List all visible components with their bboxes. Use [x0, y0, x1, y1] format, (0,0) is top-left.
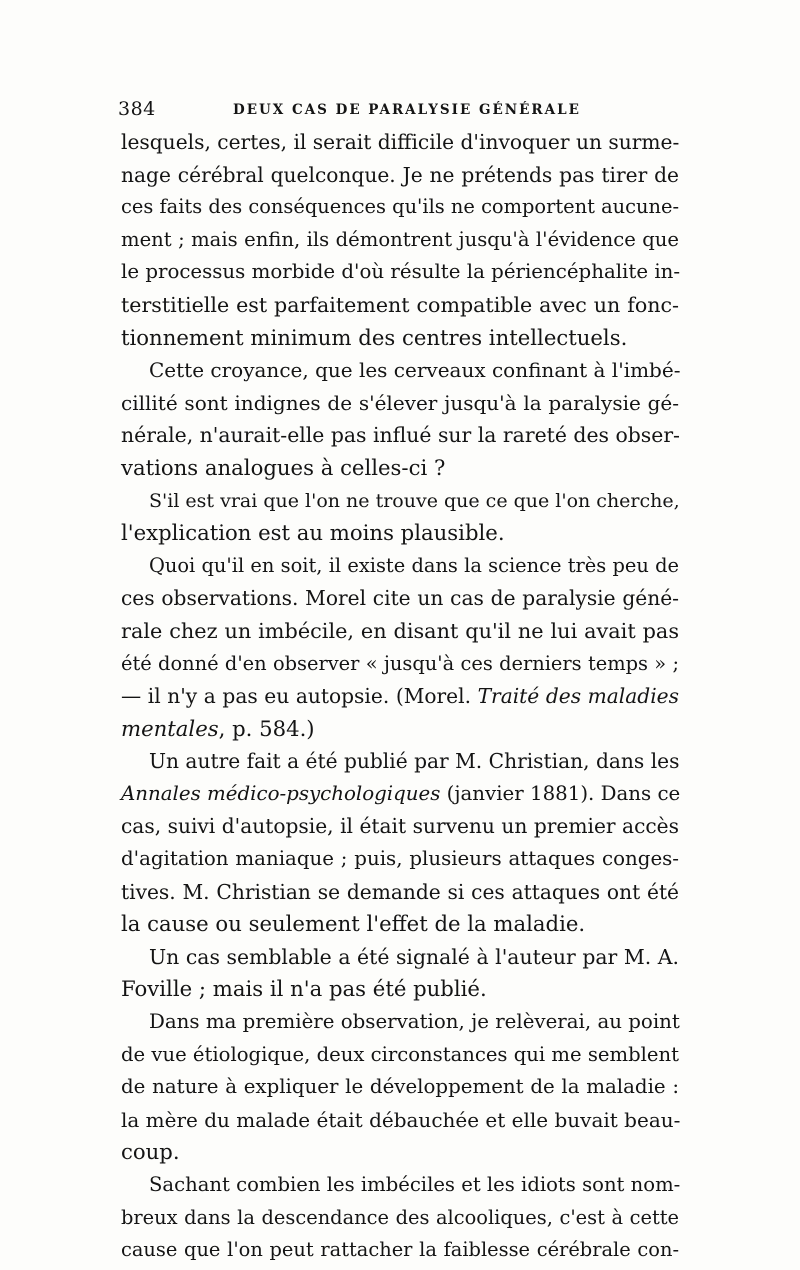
text-line: lesquels, certes, il serait difficile d'invoquer un surme- — [121, 130, 680, 154]
text-line: nérale, n'aurait-elle pas influé sur la rareté des obser- — [121, 423, 680, 448]
text-line: de nature à expliquer le développement de la maladie : — [121, 1075, 679, 1099]
italic-title: mentales — [121, 715, 219, 741]
text-line: la mère du malade était débauchée et elle buvait beau- — [121, 1107, 681, 1132]
text-line: le processus morbide d'où résulte la périencéphalite in- — [121, 260, 681, 284]
text-line: S'il est vrai que l'on ne trouve que ce que l'on cherche, — [149, 489, 680, 512]
text-line: Un cas semblable a été signalé à l'auteur par M. A. — [149, 944, 679, 969]
text-segment: (janvier 1881). Dans ce — [440, 781, 681, 805]
text-line: la cause ou seulement l'effet de la maladie. — [121, 911, 586, 937]
text-line: coup. — [121, 1139, 180, 1165]
text-line: Foville ; mais il n'a pas été publié. — [121, 976, 487, 1002]
text-line: de vue étiologique, deux circonstances qui me semblent — [121, 1042, 679, 1066]
text-line: ces faits des conséquences qu'ils ne comportent aucune- — [121, 195, 679, 219]
text-line: cause que l'on peut rattacher la faiblesse cérébrale con- — [121, 1238, 679, 1262]
text-line: l'explication est au moins plausible. — [121, 520, 505, 546]
text-segment: — il n'y a pas eu autopsie. (Morel. — [121, 684, 478, 709]
text-line: nage cérébral quelconque. Je ne prétends pas tirer de — [121, 162, 679, 187]
text-line: tionnement minimum des centres intellectuels. — [121, 324, 628, 350]
text-line: tives. M. Christian se demande si ces attaques ont été — [121, 879, 679, 904]
text-line: ces observations. Morel cite un cas de paralysie géné- — [121, 586, 679, 611]
text-line: rale chez un imbécile, en disant qu'il ne lui avait pas — [121, 618, 679, 643]
text-line: été donné d'en observer « jusqu'à ces derniers temps » ; — [121, 651, 679, 675]
text-line: Sachant combien les imbéciles et les idiots sont nom- — [149, 1173, 681, 1196]
italic-title: Traité des maladies — [477, 684, 679, 709]
body-text — [121, 126, 679, 1267]
page-header — [118, 98, 678, 128]
page-number: 384 — [118, 98, 156, 120]
text-line — [121, 778, 679, 811]
italic-title: Annales médico-psychologiques — [121, 781, 441, 805]
text-segment: , p. 584.) — [218, 715, 315, 741]
text-line: terstitielle est parfaitement compatible avec un fonc- — [121, 292, 679, 317]
text-line: Quoi qu'il en soit, il existe dans la science très peu de — [149, 553, 679, 577]
running-title: DEUX CAS DE PARALYSIE GÉNÉRALE — [233, 102, 581, 118]
text-line — [121, 713, 679, 746]
text-line: vations analogues à celles-ci ? — [121, 454, 446, 480]
text-line: cillité sont indignes de s'élever jusqu'à la paralysie gé- — [121, 390, 679, 415]
text-line: d'agitation maniaque ; puis, plusieurs attaques conges- — [121, 847, 679, 871]
text-line: breux dans la descendance des alcooliques, c'est à cette — [121, 1205, 679, 1229]
text-line: cas, suivi d'autopsie, il était survenu un premier accès — [121, 814, 679, 839]
text-line: Cette croyance, que les cerveaux confinant à l'imbé- — [149, 358, 681, 383]
text-line: Dans ma première observation, je relèverai, au point — [149, 1010, 680, 1034]
text-line — [121, 680, 679, 713]
text-line: Un autre fait a été publié par M. Christian, dans les — [149, 749, 680, 774]
text-line: ment ; mais enfin, ils démontrent jusqu'à l'évidence que — [121, 227, 679, 251]
